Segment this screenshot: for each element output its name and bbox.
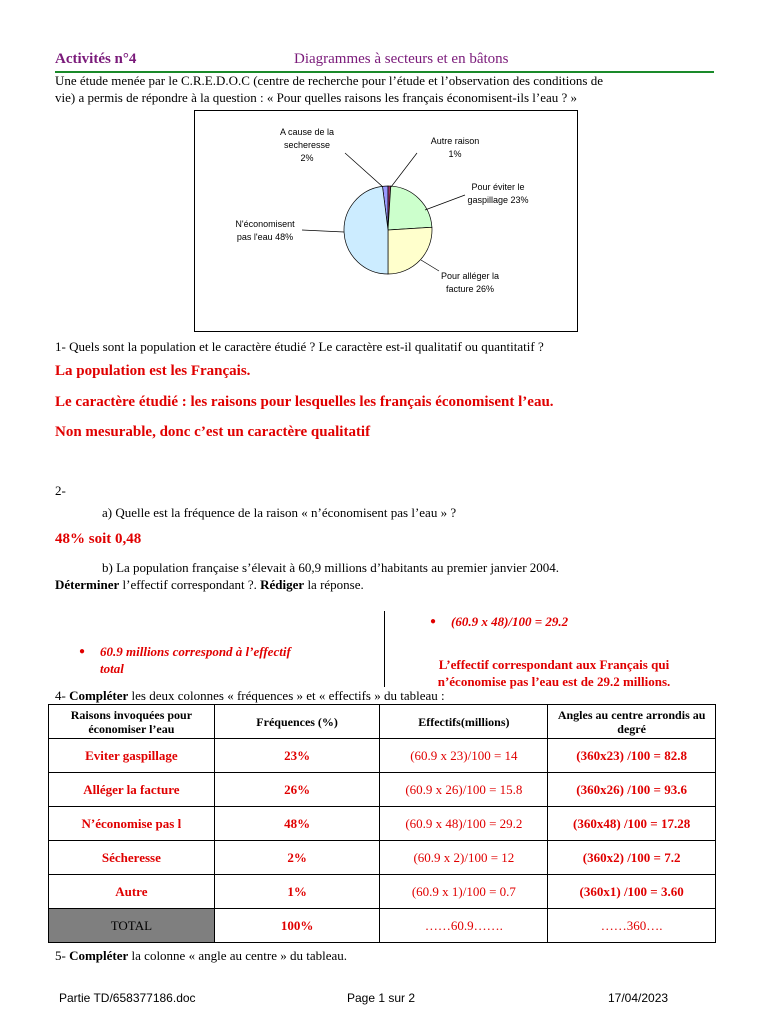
count-cell: (60.9 x 1)/100 = 0.7 <box>380 875 548 909</box>
table-row <box>49 841 716 875</box>
left-bullet-line-2: total <box>100 661 124 676</box>
table-row <box>49 807 716 841</box>
q5-keyword: Compléter <box>69 948 129 963</box>
question-5 <box>55 947 347 964</box>
angle-cell: (360x26) /100 = 93.6 <box>548 773 716 807</box>
conclusion-text <box>392 656 716 690</box>
question-1: 1- Quels sont la population et le caractère étudié ? Le caractère est-il qualitatif ou quantitatif ? <box>55 339 544 354</box>
pie-chart <box>195 111 577 331</box>
pie-slice-label: Autre raison 1% <box>430 136 480 159</box>
table-total-row <box>49 909 716 943</box>
rediger-rest: la réponse. <box>304 577 364 592</box>
table-row <box>49 739 716 773</box>
pie-slice <box>388 227 432 274</box>
q5-rest: la colonne « angle au centre » du tableau. <box>128 948 348 963</box>
header-counts: Effectifs(millions) <box>380 705 548 739</box>
q4-rest: les deux colonnes « fréquences » et « effectifs » du tableau : <box>128 688 445 703</box>
intro-line-1: Une étude menée par le C.R.E.D.O.C (centre de recherche pour l’étude et l’observation des conditions de <box>55 73 603 88</box>
pie-slice-label: N'économisent pas l'eau 48% <box>235 219 295 242</box>
document-subject: Diagrammes à secteurs et en bâtons <box>294 51 509 67</box>
pie-leader-line <box>302 230 344 232</box>
left-bullet-line-1: 60.9 millions correspond à l’effectif <box>100 644 291 659</box>
q4-keyword: Compléter <box>69 688 129 703</box>
column-divider <box>384 611 385 687</box>
pie-slice-label: Pour éviter le gaspillage 23% <box>467 182 529 205</box>
data-table <box>48 704 716 943</box>
table-header-row <box>49 705 716 739</box>
question-2b-instruction <box>55 576 364 593</box>
header-angles: Angles au centre arrondis au degré <box>548 705 716 739</box>
answer-1-type: Non mesurable, donc c’est un caractère qualitatif <box>55 424 371 440</box>
frequency-cell: 1% <box>214 875 380 909</box>
pie-slice <box>388 186 432 230</box>
frequency-cell: 2% <box>214 841 380 875</box>
pie-slice-label: Pour alléger la facture 26% <box>440 271 500 294</box>
footer-filename: Partie TD/658377186.doc <box>59 991 196 1005</box>
count-cell: (60.9 x 48)/100 = 29.2 <box>380 807 548 841</box>
pie-slice-label: A cause de la secheresse 2% <box>279 127 335 163</box>
answer-2a: 48% soit 0,48 <box>55 531 142 547</box>
pie-leader-line <box>421 260 439 271</box>
angle-cell: (360x2) /100 = 7.2 <box>548 841 716 875</box>
right-bullet-text: (60.9 x 48)/100 = 29.2 <box>451 614 569 629</box>
angle-cell: (360x1) /100 = 3.60 <box>548 875 716 909</box>
pie-leader-line <box>345 153 383 187</box>
count-cell: (60.9 x 26)/100 = 15.8 <box>380 773 548 807</box>
header-frequencies: Fréquences (%) <box>214 705 380 739</box>
intro-line-2: vie) a permis de répondre à la question : « Pour quelles raisons les français économisent-ils l’eau ? » <box>55 90 578 105</box>
reason-cell: Sécheresse <box>49 841 215 875</box>
q5-prefix: 5- <box>55 948 70 963</box>
determine-keyword: Déterminer <box>55 577 120 592</box>
question-2a: a) Quelle est la fréquence de la raison « n’économisent pas l’eau » ? <box>102 505 457 520</box>
count-cell: (60.9 x 2)/100 = 12 <box>380 841 548 875</box>
total-frequency-cell: 100% <box>214 909 380 943</box>
frequency-cell: 48% <box>214 807 380 841</box>
angle-cell: (360x23) /100 = 82.8 <box>548 739 716 773</box>
header-reasons: Raisons invoquées pour économiser l’eau <box>49 705 215 739</box>
rediger-keyword: Rédiger <box>260 577 305 592</box>
question-2-number: 2- <box>55 483 66 498</box>
reason-cell: N’économise pas l <box>49 807 215 841</box>
activity-title: Activités n°4 <box>55 51 137 67</box>
conclusion-line-1: L’effectif correspondant aux Français qui <box>438 657 670 672</box>
determine-rest: l’effectif correspondant ?. <box>119 577 261 592</box>
q4-prefix: 4- <box>55 688 70 703</box>
intro-text <box>55 72 715 106</box>
total-count-cell: ……60.9……. <box>380 909 548 943</box>
total-label-cell: TOTAL <box>49 909 215 943</box>
pie-chart-frame <box>194 110 578 332</box>
total-angle-cell: ……360…. <box>548 909 716 943</box>
bullet-left-icon: ● <box>79 646 86 657</box>
reason-cell: Autre <box>49 875 215 909</box>
question-4 <box>55 687 445 704</box>
frequency-cell: 23% <box>214 739 380 773</box>
frequency-cell: 26% <box>214 773 380 807</box>
reason-cell: Eviter gaspillage <box>49 739 215 773</box>
reason-cell: Alléger la facture <box>49 773 215 807</box>
table-row <box>49 773 716 807</box>
pie-leader-line <box>391 153 417 187</box>
footer-page-number: Page 1 sur 2 <box>347 991 416 1005</box>
answer-1-character: Le caractère étudié : les raisons pour lesquelles les français économisent l’eau. <box>55 394 554 410</box>
left-bullet-text <box>100 643 291 677</box>
table-row <box>49 875 716 909</box>
answer-1-population: La population est les Français. <box>55 363 251 379</box>
angle-cell: (360x48) /100 = 17.28 <box>548 807 716 841</box>
bullet-right-icon: ● <box>430 616 437 627</box>
count-cell: (60.9 x 23)/100 = 14 <box>380 739 548 773</box>
footer-date: 17/04/2023 <box>608 991 669 1005</box>
pie-slice <box>344 186 388 274</box>
conclusion-line-2: n’économise pas l’eau est de 29.2 millions. <box>437 674 671 689</box>
question-2b: b) La population française s’élevait à 60,9 millions d’habitants au premier janvier 2004. <box>102 560 560 575</box>
pie-leader-line <box>425 195 465 210</box>
